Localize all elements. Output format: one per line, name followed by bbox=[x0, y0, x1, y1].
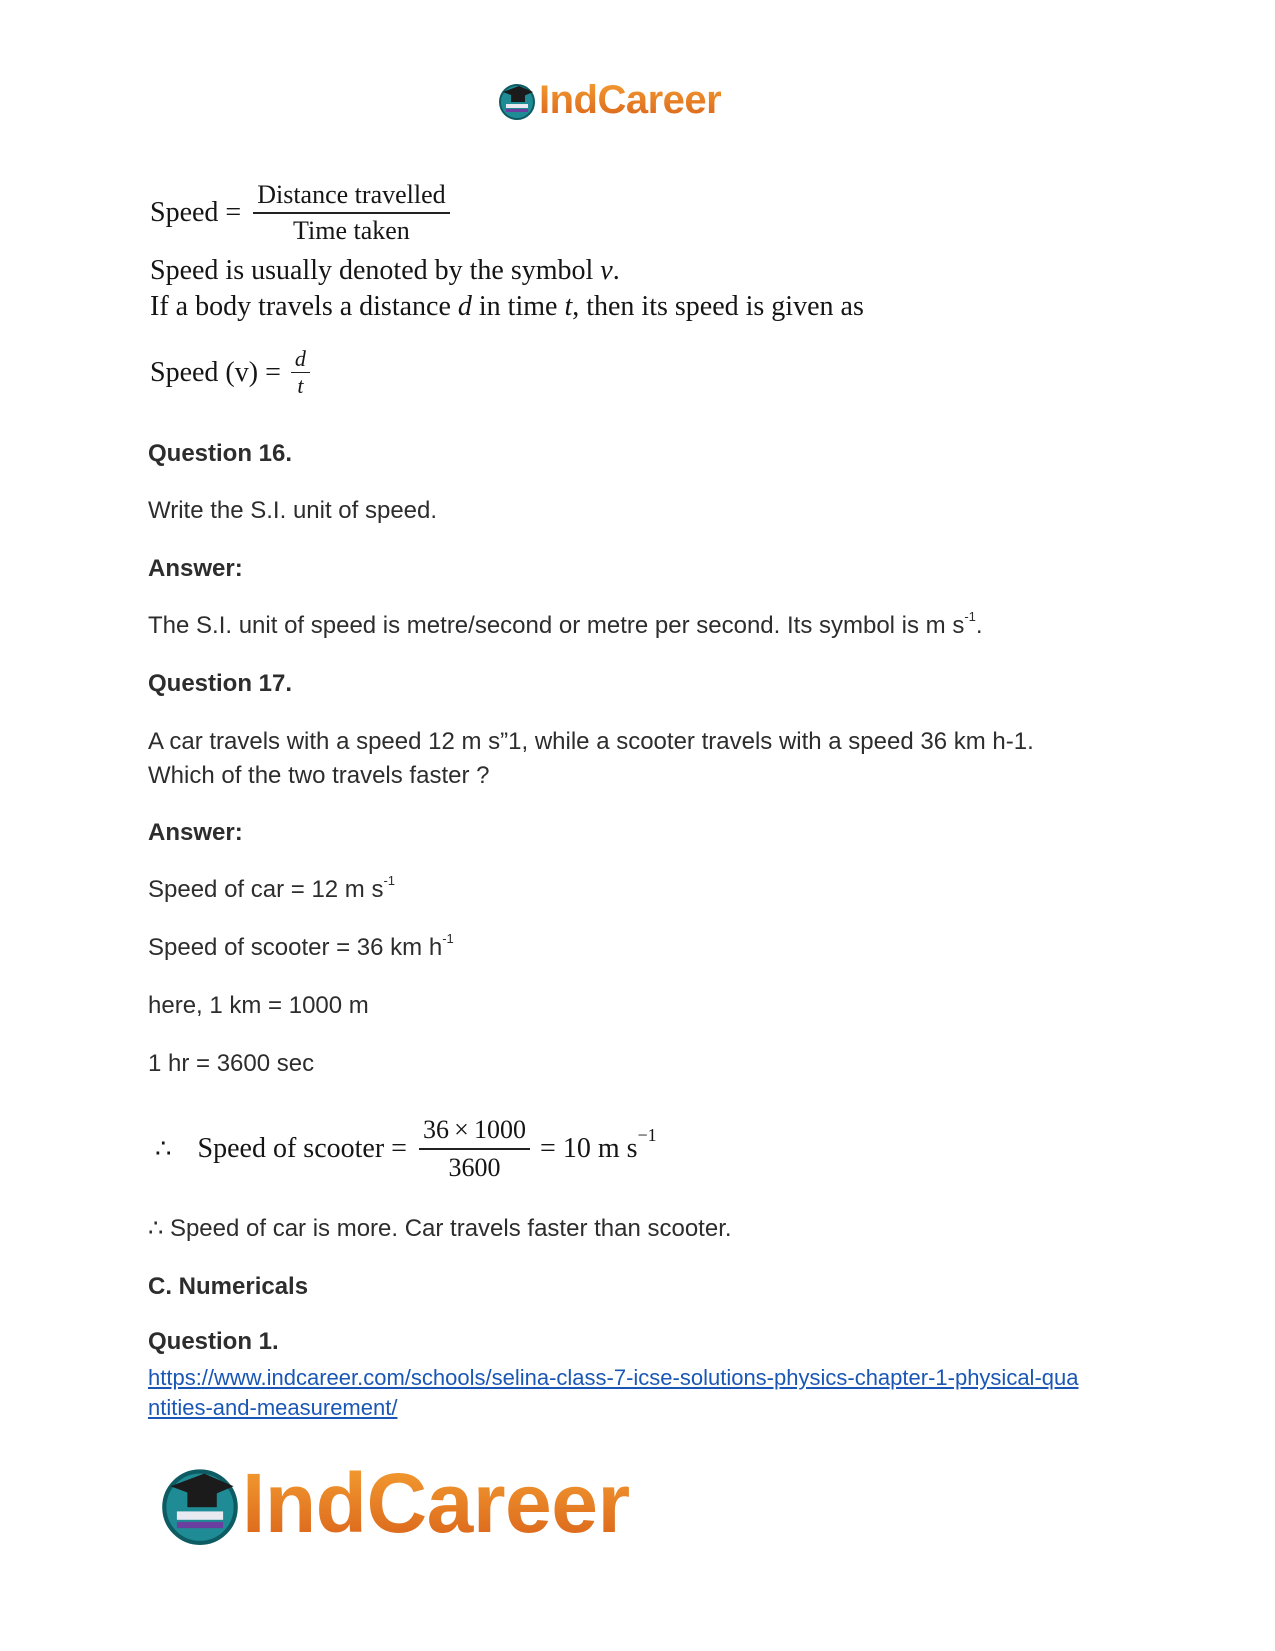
scooter-formula-rhs bbox=[540, 1124, 657, 1165]
scooter-formula-rhs-text: = 10 m s bbox=[540, 1133, 638, 1164]
scooter-speed-text: Speed of scooter = 36 km h bbox=[148, 934, 443, 961]
var-d: d bbox=[457, 291, 472, 322]
q16-answer-text: The S.I. unit of speed is metre/second or metre per second. Its symbol is m s bbox=[148, 612, 965, 639]
header-logo bbox=[497, 78, 721, 122]
footer-link[interactable] bbox=[148, 1363, 1078, 1423]
conversion-km: here, 1 km = 1000 m bbox=[148, 992, 369, 1019]
car-speed-sup: -1 bbox=[383, 873, 396, 888]
distance-line-b: in time bbox=[471, 291, 565, 322]
formula2-lhs: Speed (v) = bbox=[150, 356, 281, 388]
scooter-formula-rhs-sup: −1 bbox=[637, 1124, 657, 1145]
q17-question-line1: A car travels with a speed 12 m s”1, while a scooter travels with a speed 36 km h-1. bbox=[148, 728, 1034, 755]
q16-answer bbox=[148, 609, 983, 643]
formula2-denominator: t bbox=[297, 373, 304, 398]
formula-numerator: Distance travelled bbox=[253, 178, 449, 214]
q16-answer-label: Answer: bbox=[148, 555, 243, 582]
therefore-symbol: ∴ bbox=[155, 1134, 172, 1163]
footer-link-line1[interactable]: https://www.indcareer.com/schools/selina-class-7-icse-solutions-physics-chapter-1-physical-qua bbox=[148, 1365, 1079, 1390]
car-speed bbox=[148, 873, 395, 907]
symbol-line-text: Speed is usually denoted by the symbol bbox=[150, 255, 601, 286]
brand-name: IndCareer bbox=[539, 78, 722, 122]
scooter-formula-lhs: Speed of scooter = bbox=[197, 1133, 407, 1164]
formula-lhs: Speed = bbox=[150, 197, 242, 228]
q16-title: Question 16. bbox=[148, 440, 293, 467]
distance-line-c: , then its speed is given as bbox=[572, 291, 864, 322]
q1-title: Question 1. bbox=[148, 1328, 279, 1355]
q17-question-line2: Which of the two travels faster ? bbox=[148, 762, 490, 789]
section-c-heading: C. Numericals bbox=[148, 1273, 309, 1300]
scooter-speed bbox=[148, 931, 454, 965]
footer-brand-name: IndCareer bbox=[242, 1456, 630, 1550]
scooter-speed-sup: -1 bbox=[442, 931, 454, 946]
scooter-formula-fraction bbox=[419, 1112, 530, 1186]
formula-denominator: Time taken bbox=[293, 216, 410, 245]
q17-title: Question 17. bbox=[148, 670, 293, 697]
footer-logo bbox=[158, 1458, 630, 1548]
var-t: t bbox=[564, 291, 573, 322]
conversion-hr: 1 hr = 3600 sec bbox=[148, 1050, 315, 1077]
scooter-formula-denominator: 3600 bbox=[448, 1153, 501, 1182]
formula2-fraction bbox=[291, 346, 310, 399]
scooter-formula-numerator: 36 × 1000 bbox=[419, 1112, 530, 1150]
symbol-var: v bbox=[600, 255, 613, 286]
q16-answer-sup: -1 bbox=[964, 609, 976, 624]
distance-line bbox=[150, 290, 864, 324]
scooter-formula bbox=[155, 1112, 657, 1186]
q16-question: Write the S.I. unit of speed. bbox=[148, 497, 438, 524]
footer-link-line2[interactable]: ntities-and-measurement/ bbox=[148, 1395, 398, 1420]
q17-answer-label: Answer: bbox=[148, 819, 243, 846]
symbol-line bbox=[150, 254, 620, 288]
conclusion: ∴ Speed of car is more. Car travels faster than scooter. bbox=[148, 1215, 732, 1242]
formula-fraction bbox=[253, 178, 449, 248]
q16-answer-end: . bbox=[975, 612, 983, 639]
graduation-cap-globe-icon bbox=[158, 1461, 242, 1545]
graduation-cap-globe-icon bbox=[497, 80, 537, 120]
formula2-numerator: d bbox=[291, 346, 310, 373]
speed-v-formula bbox=[150, 346, 310, 399]
distance-line-a: If a body travels a distance bbox=[150, 291, 458, 322]
speed-formula bbox=[150, 178, 450, 248]
symbol-line-end: . bbox=[612, 255, 620, 286]
car-speed-text: Speed of car = 12 m s bbox=[148, 876, 384, 903]
